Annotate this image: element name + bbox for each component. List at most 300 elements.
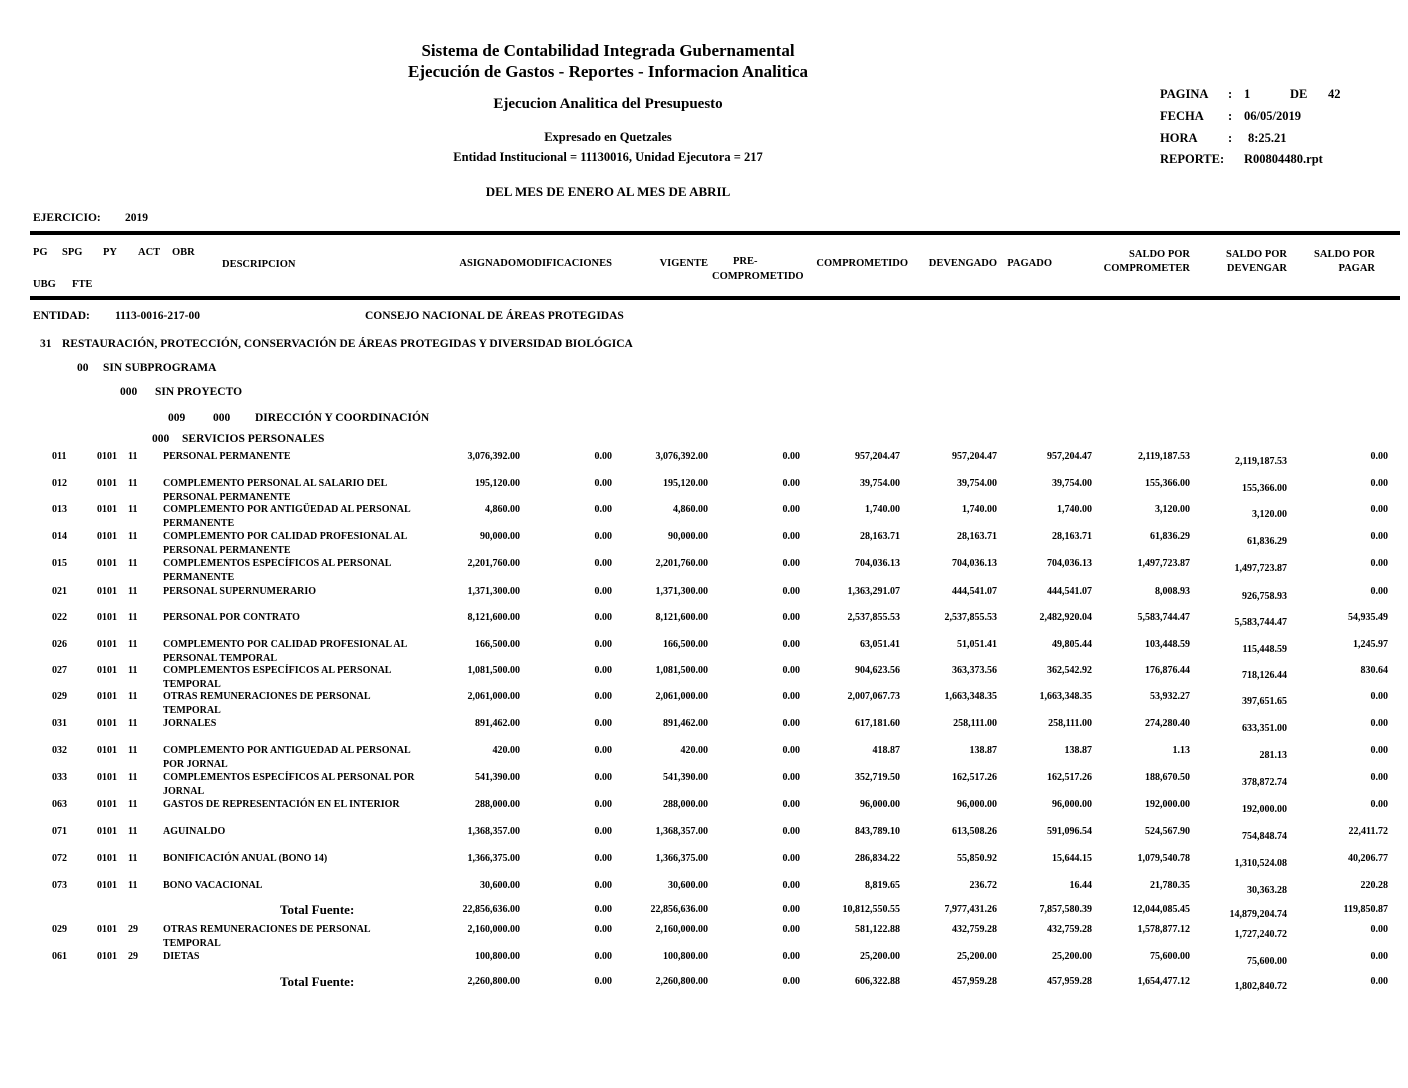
table-row [0, 690, 1408, 717]
object-code: 027 [52, 665, 67, 676]
value-saldo-por-pagar-text: 0.00 [1370, 718, 1388, 729]
row-description: COMPLEMENTOS ESPECÍFICOS AL PERSONAL PERMANENTE [163, 558, 392, 583]
col-descripcion: DESCRIPCION [222, 259, 296, 270]
value-saldo-por-pagar [1290, 450, 1388, 464]
row-description: COMPLEMENTO POR ANTIGÜEDAD AL PERSONAL PERMANENTE [163, 504, 411, 529]
value-pagado: 15,644.15 [1052, 853, 1092, 864]
value-pre-comprometido: 0.00 [782, 880, 800, 891]
value-comprometido: 843,789.10 [855, 826, 900, 837]
col-vigente: VIGENTE [659, 258, 708, 269]
value-comprometido: 8,819.65 [865, 880, 900, 891]
value-modificaciones: 0.00 [594, 799, 612, 810]
col-spg: SPG [62, 247, 83, 258]
value-vigente: 2,160,000.00 [655, 924, 708, 935]
value-saldo-por-pagar-text: 0.00 [1370, 772, 1388, 783]
value-comprometido: 25,200.00 [860, 951, 900, 962]
time-value: 8:25.21 [1248, 131, 1287, 145]
page-number: 1 [1244, 87, 1251, 101]
value-pagado: 432,759.28 [1047, 924, 1092, 935]
value-saldo-por-comprometer: 75,600.00 [1150, 951, 1190, 962]
period-line: DEL MES DE ENERO AL MES DE ABRIL [485, 184, 731, 199]
table-row [0, 530, 1408, 557]
value-modificaciones: 0.00 [594, 665, 612, 676]
value-saldo-por-pagar [1290, 950, 1388, 964]
value-saldo-por-pagar [1290, 798, 1388, 812]
col-modificaciones: MODIFICACIONES [516, 258, 612, 269]
entity-code: 1113-0016-217-00 [115, 310, 200, 322]
value-vigente: 420.00 [680, 745, 708, 756]
value-pre-comprometido: 0.00 [782, 924, 800, 935]
col-saldo-pagar-line1: SALDO POR [1314, 249, 1375, 260]
value-modificaciones: 0.00 [594, 853, 612, 864]
value-saldo-por-comprometer: 1,497,723.87 [1137, 558, 1190, 569]
value-pagado: 49,805.44 [1052, 639, 1092, 650]
table-row [0, 450, 1408, 477]
ubg-code: 0101 [97, 665, 117, 676]
value-vigente: 3,076,392.00 [655, 451, 708, 462]
value-comprometido: 1,740.00 [865, 504, 900, 515]
time-label: HORA [1160, 131, 1198, 145]
fte-code: 11 [128, 586, 138, 597]
entity-name: CONSEJO NACIONAL DE ÁREAS PROTEGIDAS [365, 310, 624, 322]
ubg-code: 0101 [97, 612, 117, 623]
object-code: 011 [52, 451, 67, 462]
ubg-code: 0101 [97, 924, 117, 935]
value-devengado: 457,959.28 [952, 976, 997, 987]
fte-code: 11 [128, 826, 138, 837]
value-pre-comprometido: 0.00 [782, 745, 800, 756]
col-saldo-devengar-line1: SALDO POR [1226, 249, 1287, 260]
ubg-code: 0101 [97, 772, 117, 783]
value-pagado: 2,482,920.04 [1039, 612, 1092, 623]
value-saldo-por-comprometer: 155,366.00 [1145, 478, 1190, 489]
value-modificaciones: 0.00 [594, 718, 612, 729]
value-devengado: 704,036.13 [952, 558, 997, 569]
value-saldo-por-pagar-text: 0.00 [1370, 451, 1388, 462]
ubg-code: 0101 [97, 558, 117, 569]
value-comprometido: 10,812,550.55 [842, 904, 900, 915]
value-pagado: 457,959.28 [1047, 976, 1092, 987]
value-modificaciones: 0.00 [594, 880, 612, 891]
col-saldo-devengar-line2: DEVENGAR [1226, 263, 1287, 274]
value-modificaciones: 0.00 [594, 691, 612, 702]
value-comprometido: 957,204.47 [855, 451, 900, 462]
subprogram-code: 00 [77, 362, 89, 374]
row-description: BONO VACACIONAL [163, 880, 263, 891]
value-saldo-por-comprometer: 103,448.59 [1145, 639, 1190, 650]
program-code: 31 [40, 338, 52, 350]
fte-code: 11 [128, 451, 138, 462]
value-modificaciones: 0.00 [594, 826, 612, 837]
value-devengado: 236.72 [969, 880, 997, 891]
fte-code: 11 [128, 639, 138, 650]
value-devengado: 2,537,855.53 [944, 612, 997, 623]
ubg-code: 0101 [97, 691, 117, 702]
value-modificaciones: 0.00 [594, 745, 612, 756]
fte-code: 11 [128, 799, 138, 810]
col-asignado: ASIGNADO [459, 258, 516, 269]
col-saldo-comprometer-line1: SALDO POR [1129, 249, 1190, 260]
value-vigente: 1,368,357.00 [655, 826, 708, 837]
value-modificaciones: 0.00 [594, 586, 612, 597]
row-description: PERSONAL SUPERNUMERARIO [163, 586, 317, 597]
value-saldo-por-pagar-text: 119,850.87 [1343, 904, 1388, 915]
ubg-code: 0101 [97, 504, 117, 515]
value-saldo-por-devengar: 633,351.00 [1242, 723, 1287, 734]
value-asignado: 166,500.00 [475, 639, 520, 650]
value-saldo-por-comprometer: 524,567.90 [1145, 826, 1190, 837]
table-row [0, 585, 1408, 612]
row-description: AGUINALDO [163, 826, 226, 837]
value-saldo-por-devengar: 926,758.93 [1242, 591, 1287, 602]
table-row [0, 557, 1408, 584]
table-row [0, 638, 1408, 665]
value-saldo-por-pagar-text: 0.00 [1370, 691, 1388, 702]
ubg-code: 0101 [97, 799, 117, 810]
ubg-code: 0101 [97, 531, 117, 542]
value-saldo-por-devengar: 754,848.74 [1242, 831, 1287, 842]
value-saldo-por-comprometer: 5,583,744.47 [1137, 612, 1190, 623]
row-description: COMPLEMENTOS ESPECÍFICOS AL PERSONAL POR JORNAL [163, 772, 415, 797]
col-saldo-pagar-line2: PAGAR [1338, 263, 1375, 274]
value-devengado: 7,977,431.26 [944, 904, 997, 915]
ubg-code: 0101 [97, 853, 117, 864]
value-saldo-por-devengar: 3,120.00 [1252, 509, 1287, 520]
group-code: 000 [152, 433, 170, 445]
value-vigente: 30,600.00 [668, 880, 708, 891]
value-pre-comprometido: 0.00 [782, 451, 800, 462]
value-modificaciones: 0.00 [594, 772, 612, 783]
value-saldo-por-pagar-text: 0.00 [1370, 478, 1388, 489]
row-description: OTRAS REMUNERACIONES DE PERSONAL TEMPORAL [163, 691, 371, 716]
value-saldo-por-pagar-text: 0.00 [1370, 924, 1388, 935]
system-title: Sistema de Contabilidad Integrada Gubernamental [421, 41, 795, 60]
page-label: PAGINA [1160, 87, 1209, 101]
entity-label: ENTIDAD: [33, 310, 90, 322]
value-saldo-por-comprometer: 21,780.35 [1150, 880, 1190, 891]
value-saldo-por-comprometer: 1,578,877.12 [1137, 924, 1190, 935]
value-modificaciones: 0.00 [594, 612, 612, 623]
value-vigente: 288,000.00 [663, 799, 708, 810]
value-devengado: 957,204.47 [952, 451, 997, 462]
value-pre-comprometido: 0.00 [782, 531, 800, 542]
value-pagado: 7,857,580.39 [1039, 904, 1092, 915]
value-pre-comprometido: 0.00 [782, 639, 800, 650]
ubg-code: 0101 [97, 718, 117, 729]
object-code: 073 [52, 880, 67, 891]
row-description: COMPLEMENTO POR CALIDAD PROFESIONAL AL PERSONAL TEMPORAL [163, 639, 408, 664]
object-code: 032 [52, 745, 67, 756]
value-pagado: 1,740.00 [1057, 504, 1092, 515]
object-code: 029 [52, 924, 67, 935]
value-modificaciones: 0.00 [594, 451, 612, 462]
value-asignado: 288,000.00 [475, 799, 520, 810]
value-devengado: 258,111.00 [953, 718, 997, 729]
value-saldo-por-devengar: 192,000.00 [1242, 804, 1287, 815]
value-saldo-por-pagar [1290, 903, 1388, 917]
row-description: COMPLEMENTOS ESPECÍFICOS AL PERSONAL TEMPORAL [163, 665, 392, 690]
value-saldo-por-pagar [1290, 611, 1388, 625]
value-modificaciones: 0.00 [594, 976, 612, 987]
value-modificaciones: 0.00 [594, 531, 612, 542]
table-row [0, 825, 1408, 852]
fte-code: 11 [128, 772, 138, 783]
value-pre-comprometido: 0.00 [782, 586, 800, 597]
ubg-code: 0101 [97, 586, 117, 597]
value-asignado: 4,860.00 [485, 504, 520, 515]
table-row [0, 744, 1408, 771]
value-saldo-por-comprometer: 2,119,187.53 [1138, 451, 1190, 462]
value-pre-comprometido: 0.00 [782, 951, 800, 962]
fte-code: 11 [128, 478, 138, 489]
value-vigente: 891,462.00 [663, 718, 708, 729]
object-code: 063 [52, 799, 67, 810]
value-asignado: 2,061,000.00 [467, 691, 520, 702]
value-saldo-por-devengar: 115,448.59 [1242, 644, 1287, 655]
value-saldo-por-comprometer: 3,120.00 [1155, 504, 1190, 515]
total-fuente-label: Total Fuente: [280, 902, 355, 917]
row-description: JORNALES [163, 718, 217, 729]
value-saldo-por-pagar-text: 0.00 [1370, 745, 1388, 756]
value-vigente: 22,856,636.00 [650, 904, 708, 915]
value-pagado: 1,663,348.35 [1039, 691, 1092, 702]
fte-code: 11 [128, 718, 138, 729]
table-row [0, 503, 1408, 530]
fte-code: 29 [128, 924, 138, 935]
value-devengado: 613,508.26 [952, 826, 997, 837]
activity-name: DIRECCIÓN Y COORDINACIÓN [255, 412, 430, 424]
total-fuente-label: Total Fuente: [280, 974, 355, 989]
row-description: GASTOS DE REPRESENTACIÓN EN EL INTERIOR [163, 799, 400, 810]
value-asignado: 8,121,600.00 [467, 612, 520, 623]
value-modificaciones: 0.00 [594, 951, 612, 962]
col-saldo-comprometer-line2: COMPROMETER [1103, 263, 1190, 274]
header-rule-bottom [30, 296, 1400, 300]
fte-code: 11 [128, 558, 138, 569]
project-name: SIN PROYECTO [155, 386, 243, 398]
table-row [0, 879, 1408, 906]
value-pagado: 258,111.00 [1048, 718, 1092, 729]
value-devengado: 444,541.07 [952, 586, 997, 597]
value-comprometido: 96,000.00 [860, 799, 900, 810]
value-pre-comprometido: 0.00 [782, 665, 800, 676]
object-code: 021 [52, 586, 67, 597]
value-pre-comprometido: 0.00 [782, 558, 800, 569]
fte-code: 11 [128, 745, 138, 756]
value-devengado: 363,373.56 [952, 665, 997, 676]
value-vigente: 100,800.00 [663, 951, 708, 962]
value-modificaciones: 0.00 [594, 639, 612, 650]
value-asignado: 30,600.00 [480, 880, 520, 891]
value-saldo-por-devengar: 2,119,187.53 [1235, 456, 1287, 467]
program-name: RESTAURACIÓN, PROTECCIÓN, CONSERVACIÓN DE ÁREAS PROTEGIDAS Y DIVERSIDAD BIOLÓGICA [62, 338, 633, 350]
value-modificaciones: 0.00 [594, 478, 612, 489]
value-vigente: 541,390.00 [663, 772, 708, 783]
value-comprometido: 606,322.88 [855, 976, 900, 987]
value-modificaciones: 0.00 [594, 904, 612, 915]
project-code: 000 [120, 386, 138, 398]
value-asignado: 22,856,636.00 [462, 904, 520, 915]
fte-code: 11 [128, 853, 138, 864]
row-description: COMPLEMENTO POR CALIDAD PROFESIONAL AL PERSONAL PERMANENTE [163, 531, 408, 556]
table-row [0, 717, 1408, 744]
value-saldo-por-devengar: 1,727,240.72 [1234, 929, 1287, 940]
value-vigente: 2,201,760.00 [655, 558, 708, 569]
value-pagado: 704,036.13 [1047, 558, 1092, 569]
value-comprometido: 63,051.41 [860, 639, 900, 650]
page-colon: : [1228, 87, 1233, 101]
row-description: OTRAS REMUNERACIONES DE PERSONAL TEMPORAL [163, 924, 371, 949]
value-pre-comprometido: 0.00 [782, 612, 800, 623]
object-code: 014 [52, 531, 67, 542]
value-pagado: 138.87 [1064, 745, 1092, 756]
value-comprometido: 418.87 [872, 745, 900, 756]
value-asignado: 420.00 [492, 745, 520, 756]
value-saldo-por-devengar: 1,802,840.72 [1234, 981, 1287, 992]
value-comprometido: 352,719.50 [855, 772, 900, 783]
value-vigente: 1,081,500.00 [655, 665, 708, 676]
value-pre-comprometido: 0.00 [782, 799, 800, 810]
value-asignado: 1,368,357.00 [467, 826, 520, 837]
value-comprometido: 1,363,291.07 [847, 586, 900, 597]
row-description: DIETAS [163, 951, 200, 962]
col-comprometido: COMPROMETIDO [816, 258, 908, 269]
col-devengado: DEVENGADO [928, 258, 997, 269]
value-vigente: 8,121,600.00 [655, 612, 708, 623]
value-saldo-por-devengar: 155,366.00 [1242, 483, 1287, 494]
row-description: PERSONAL PERMANENTE [163, 451, 291, 462]
value-devengado: 96,000.00 [957, 799, 997, 810]
value-comprometido: 28,163.71 [860, 531, 900, 542]
value-saldo-por-pagar-text: 40,206.77 [1348, 853, 1388, 864]
value-pagado: 362,542.92 [1047, 665, 1092, 676]
activity-code: 009 [168, 412, 186, 424]
value-saldo-por-comprometer: 53,932.27 [1150, 691, 1190, 702]
value-saldo-por-pagar [1290, 744, 1388, 758]
value-pre-comprometido: 0.00 [782, 718, 800, 729]
value-saldo-por-pagar-text: 0.00 [1370, 558, 1388, 569]
value-modificaciones: 0.00 [594, 558, 612, 569]
value-comprometido: 286,834.22 [855, 853, 900, 864]
subprogram-name: SIN SUBPROGRAMA [103, 362, 217, 374]
value-modificaciones: 0.00 [594, 504, 612, 515]
value-asignado: 3,076,392.00 [467, 451, 520, 462]
value-saldo-por-pagar [1290, 825, 1388, 839]
header-rule-top [30, 231, 1400, 235]
value-asignado: 891,462.00 [475, 718, 520, 729]
date-colon: : [1228, 109, 1233, 123]
value-saldo-por-comprometer: 1,079,540.78 [1137, 853, 1190, 864]
col-act: ACT [138, 247, 161, 258]
object-code: 031 [52, 718, 67, 729]
table-row [0, 771, 1408, 798]
value-saldo-por-comprometer: 176,876.44 [1145, 665, 1190, 676]
col-pg: PG [33, 247, 48, 258]
value-vigente: 90,000.00 [668, 531, 708, 542]
value-saldo-por-pagar [1290, 852, 1388, 866]
value-pagado: 957,204.47 [1047, 451, 1092, 462]
table-row [0, 852, 1408, 879]
value-saldo-por-comprometer: 192,000.00 [1145, 799, 1190, 810]
value-pre-comprometido: 0.00 [782, 826, 800, 837]
value-pre-comprometido: 0.00 [782, 853, 800, 864]
value-saldo-por-devengar: 1,310,524.08 [1234, 858, 1287, 869]
value-asignado: 100,800.00 [475, 951, 520, 962]
value-comprometido: 581,122.88 [855, 924, 900, 935]
value-saldo-por-devengar: 75,600.00 [1247, 956, 1287, 967]
value-vigente: 2,061,000.00 [655, 691, 708, 702]
value-pagado: 96,000.00 [1052, 799, 1092, 810]
value-saldo-por-pagar [1290, 690, 1388, 704]
value-saldo-por-devengar: 378,872.74 [1242, 777, 1287, 788]
currency-note: Expresado en Quetzales [544, 130, 672, 144]
value-saldo-por-comprometer: 1,654,477.12 [1137, 976, 1190, 987]
col-fte: FTE [72, 279, 93, 290]
value-asignado: 2,160,000.00 [467, 924, 520, 935]
value-pagado: 28,163.71 [1052, 531, 1092, 542]
value-saldo-por-pagar-text: 830.64 [1360, 665, 1388, 676]
table-row [0, 798, 1408, 825]
value-comprometido: 2,537,855.53 [847, 612, 900, 623]
page-of-label: DE [1290, 87, 1308, 101]
fiscal-year-label: EJERCICIO: [33, 212, 101, 224]
fte-code: 11 [128, 880, 138, 891]
fte-code: 11 [128, 531, 138, 542]
value-vigente: 166,500.00 [663, 639, 708, 650]
object-code: 012 [52, 478, 67, 489]
table-row [0, 923, 1408, 950]
ubg-code: 0101 [97, 478, 117, 489]
value-vigente: 1,371,300.00 [655, 586, 708, 597]
value-saldo-por-devengar: 1,497,723.87 [1234, 563, 1287, 574]
value-saldo-por-comprometer: 188,670.50 [1145, 772, 1190, 783]
value-pre-comprometido: 0.00 [782, 478, 800, 489]
value-saldo-por-devengar: 5,583,744.47 [1234, 617, 1287, 628]
object-code: 029 [52, 691, 67, 702]
value-modificaciones: 0.00 [594, 924, 612, 935]
value-asignado: 2,260,800.00 [467, 976, 520, 987]
value-comprometido: 617,181.60 [855, 718, 900, 729]
value-pagado: 591,096.54 [1047, 826, 1092, 837]
value-vigente: 4,860.00 [673, 504, 708, 515]
value-asignado: 2,201,760.00 [467, 558, 520, 569]
value-saldo-por-pagar [1290, 503, 1388, 517]
module-title: Ejecución de Gastos - Reportes - Informacion Analitica [408, 62, 808, 81]
value-saldo-por-devengar: 718,126.44 [1242, 670, 1287, 681]
entity-parameters: Entidad Institucional = 11130016, Unidad Ejecutora = 217 [453, 150, 763, 164]
value-devengado: 28,163.71 [957, 531, 997, 542]
ubg-code: 0101 [97, 745, 117, 756]
value-saldo-por-pagar [1290, 717, 1388, 731]
value-devengado: 39,754.00 [957, 478, 997, 489]
total-row [0, 975, 1408, 1002]
value-pagado: 16.44 [1069, 880, 1092, 891]
value-saldo-por-pagar [1290, 585, 1388, 599]
object-code: 033 [52, 772, 67, 783]
value-vigente: 195,120.00 [663, 478, 708, 489]
value-saldo-por-pagar-text: 54,935.49 [1348, 612, 1388, 623]
date-label: FECHA [1160, 109, 1204, 123]
value-pagado: 444,541.07 [1047, 586, 1092, 597]
value-pre-comprometido: 0.00 [782, 504, 800, 515]
value-saldo-por-devengar: 61,836.29 [1247, 536, 1287, 547]
value-vigente: 1,366,375.00 [655, 853, 708, 864]
value-saldo-por-pagar [1290, 664, 1388, 678]
value-saldo-por-devengar: 281.13 [1259, 750, 1287, 761]
value-devengado: 1,663,348.35 [944, 691, 997, 702]
value-saldo-por-pagar [1290, 923, 1388, 937]
table-row [0, 611, 1408, 638]
